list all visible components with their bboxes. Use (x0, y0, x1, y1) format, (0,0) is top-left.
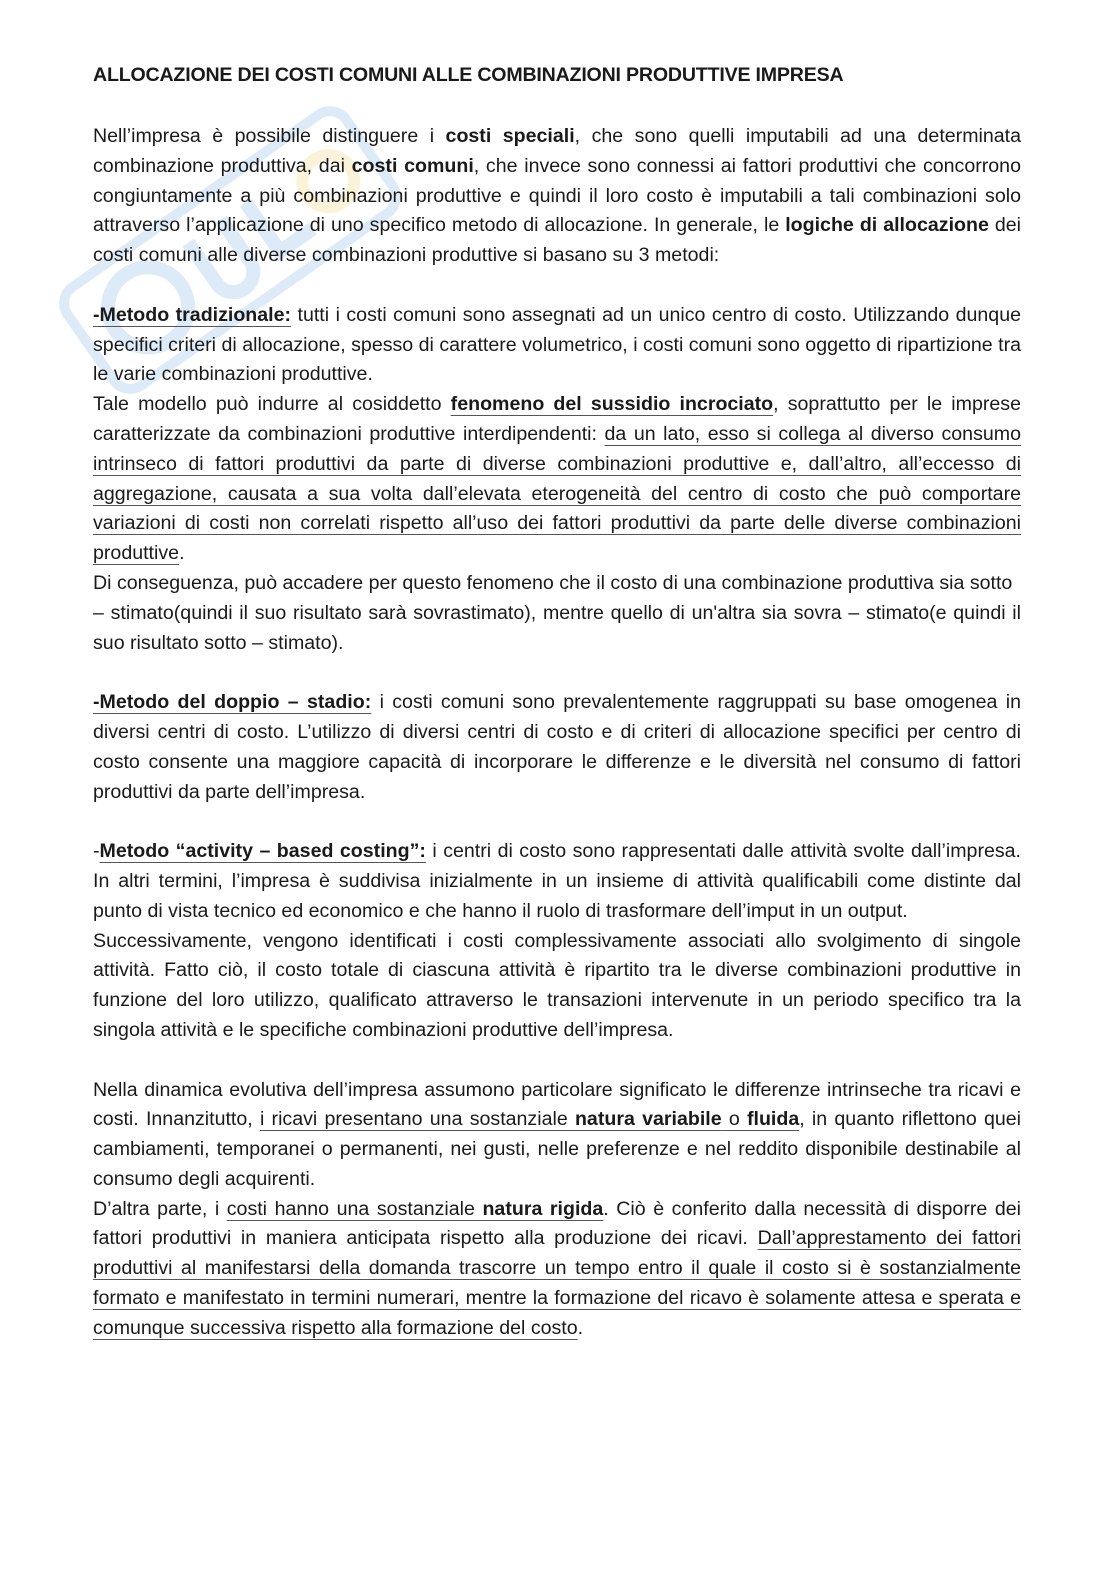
revenues-costs-paragraph: Nella dinamica evolutiva dell’impresa assumono particolare significato le differenze intrinseche tra ricavi e costi. Innanzitutto, i ricavi presentano una sostanziale natura variabile o fluida, in quanto riflettono quei cambiamenti, temporanei o permanenti, nei gusti, nelle preferenze e nel reddito disponibile destinabile al consumo degli acquirenti. (93, 1078, 1021, 1190)
method-traditional-consequence-2: – stimato(quindi il suo risultato sarà sovrastimato), mentre quello di un'altra sia sovra – stimato(e quindi il suo risultato sotto – stimato). (93, 601, 1021, 654)
method-traditional-consequence: Di conseguenza, può accadere per questo fenomeno che il costo di una combinazione produttiva sia sotto (93, 571, 1013, 594)
costs-paragraph: D’altra parte, i costi hanno una sostanziale natura rigida. Ciò è conferito dalla necessità di disporre dei fattori produttivi in maniera anticipata rispetto alla produzione dei ricavi. Dall’apprestamento dei fattori produttivi al manifestarsi della domanda trascorre un tempo entro il quale il costo si è sostanzialmente formato e manifestato in termini numerari, mentre la formazione del ricavo è solamente attesa e sperata e comunque successiva rispetto alla formazione del costo. (93, 1197, 1021, 1339)
method-abc-heading: Metodo “activity – based costing”: (99, 840, 426, 863)
method-abc: -Metodo “activity – based costing”: i centri di costo sono rappresentati dalle attività svolte dall’impresa. In altri termini, l’impresa è suddivisa inizialmente in un insieme di attività qualificabili come distinte dal punto di vista tecnico ed economico e che hanno il ruolo di trasformare dell’imput in un output. (93, 840, 1022, 922)
method-abc-detail: Successivamente, vengono identificati i costi complessivamente associati allo svolgimento di singole attività. Fatto ciò, il costo totale di ciascuna attività è ripartito tra le diverse combinazioni produttive in funzione del loro utilizzo, qualificato attraverso le transazioni intervenute in un periodo specifico tra la singola attività e le specifiche combinazioni produttive dell’impresa. (93, 929, 1021, 1041)
term-costi-comuni: costi comuni (351, 154, 474, 177)
underlined-passage: da un lato, esso si collega al diverso consumo intrinseco di fattori produttivi da parte di diverse combinazioni produttive e, dall’altro, all’eccesso di aggregazione, causata a sua volta dall’elevata eterogeneità del centro di costo che può comportare variazioni di costi non correlati rispetto all’uso dei fattori produttivi da parte delle diverse combinazioni produttive (93, 422, 1021, 565)
term-fluida: fluida (746, 1108, 800, 1131)
document-page (93, 58, 1021, 1344)
method-traditional-heading: -Metodo tradizionale: (93, 303, 292, 326)
method-double-stage: -Metodo del doppio – stadio: i costi comuni sono prevalentemente raggruppati su base omogenea in diversi centri di costo. L’utilizzo di diversi centri di costo e di criteri di allocazione specifici per centro di costo consente una maggiore capacità di incorporare le differenze e le diversità nel consumo di fattori produttivi da parte dell’impresa. (93, 691, 1021, 803)
method-double-stage-heading: -Metodo del doppio – stadio: (93, 691, 372, 714)
intro-paragraph: Nell’impresa è possibile distinguere i costi speciali, che sono quelli imputabili ad una determinata combinazione produttiva, dai costi comuni, che invece sono connessi ai fattori produttivi che concorrono congiuntamente a più combinazioni produttive e quindi il loro costo è imputabili a tali combinazioni solo attraverso l’applicazione di uno specifico metodo di allocazione. In generale, le logiche di allocazione dei costi comuni alle diverse combinazioni produttive si basano su 3 metodi: (93, 125, 1022, 267)
term-sussidio-incrociato: fenomeno del sussidio incrociato (450, 393, 774, 416)
method-traditional: -Metodo tradizionale: tutti i costi comuni sono assegnati ad un unico centro di costo. Utilizzando dunque specifici criteri di allocazione, spesso di carattere volumetrico, i costi comuni sono oggetto di ripartizione tra le varie combinazioni produttive. (93, 303, 1021, 386)
page-title: ALLOCAZIONE DEI COSTI COMUNI ALLE COMBINAZIONI PRODUTTIVE IMPRESA (93, 64, 844, 86)
term-costi-speciali: costi speciali (445, 125, 575, 147)
method-traditional-detail: Tale modello può indurre al cosiddetto fenomeno del sussidio incrociato, soprattutto per le imprese caratterizzate da combinazioni produttive interdipendenti: da un lato, esso si collega al diverso consumo intrinseco di fattori produttivi da parte di diverse combinazioni produttive e, dall’altro, all’eccesso di aggregazione, causata a sua volta dall’elevata eterogeneità del centro di costo che può comportare variazioni di costi non correlati rispetto all’uso dei fattori produttivi da parte delle diverse combinazioni produttive. (93, 393, 1021, 565)
term-natura-variabile: natura variabile (574, 1108, 722, 1131)
term-natura-rigida: natura rigida (482, 1197, 604, 1220)
term-logiche-allocazione: logiche di allocazione (785, 214, 989, 237)
underlined-conclusion: Dall’apprestamento dei fattori produttivi al manifestarsi della domanda trascorre un tempo entro il quale il costo si è sostanzialmente formato e manifestato in termini numerari, mentre la formazione del ricavo è solamente attesa e sperata e comunque successiva rispetto alla formazione del costo (93, 1227, 1021, 1339)
